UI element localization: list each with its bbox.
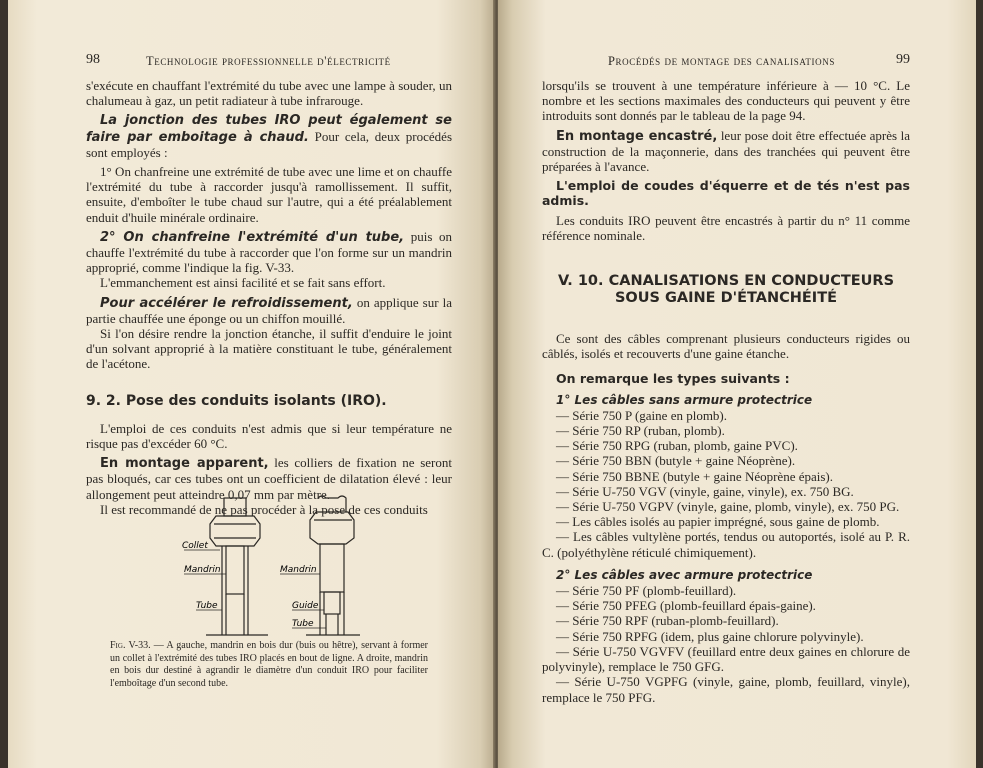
paragraph: lorsqu'ils se trouvent à une température inférieure à — 10 °C. Le nombre et les sections maximales des conducteurs qui peuvent y être introduits sont donnés par le tableau de la page 94. bbox=[542, 78, 910, 124]
types-heading: On remarque les types suivants : bbox=[556, 371, 790, 387]
figure-label-mandrin-left: Mandrin bbox=[184, 565, 221, 575]
list-item: — Série 750 RPG (ruban, plomb, gaine PVC). bbox=[556, 438, 798, 454]
paragraph: 1° On chanfreine une extrémité de tube avec une lime et on chauffe l'extrémité du tube à raccorder jusqu'à ramollissement. Il suffit, ensuite, d'emboîter le tube chaud sur l'autre, qui a été préalablement enduit d'huile minérale ordinaire. bbox=[86, 164, 452, 225]
page-number-left: 98 bbox=[86, 52, 100, 67]
list-item: — Série 750 RPFG (idem, plus gaine chlorure polyvinyle). bbox=[556, 628, 864, 644]
running-head-right: Procédés de montage des canalisations bbox=[608, 54, 835, 68]
subheading-with-armour: 2° Les câbles avec armure protectrice bbox=[556, 567, 813, 582]
figure-label-collet: Collet bbox=[182, 541, 208, 551]
list-item: — Série 750 P (gaine en plomb). bbox=[556, 407, 728, 423]
paragraph: La jonction des tubes IRO peut également se faire par emboitage à chaud. Pour cela, deux procédés sont employés : bbox=[86, 113, 453, 160]
list-item: — Série 750 RPF (ruban-plomb-feuillard). bbox=[556, 613, 779, 629]
paragraph: L'emmanchement est ainsi facilité et se fait sans effort. bbox=[100, 275, 386, 291]
figure-v-33-mandrels bbox=[176, 490, 376, 638]
paragraph: En montage apparent, les colliers de fixation ne seront pas bloqués, car ces tubes ont un coefficient de dilatation élevé : leur allongement peut atteindre 0,07 mm par mètre. bbox=[86, 455, 452, 502]
section-heading-9-2: 9. 2. Pose des conduits isolants (IRO). bbox=[86, 392, 387, 409]
list-item: — Série U-750 VGV (vinyle, gaine, vinyle), ex. 750 BG. bbox=[556, 483, 854, 499]
paragraph: Ce sont des câbles comprenant plusieurs conducteurs rigides ou câblés, isolés et recouverts d'une gaine étanche. bbox=[542, 331, 910, 362]
list-item: — Les câbles isolés au papier imprégné, sous gaine de plomb. bbox=[556, 514, 880, 530]
list-item: — Les câbles vultylène portés, tendus ou autoportés, isolé au P. R. C. (polyéthylène réticulé chimiquement). bbox=[542, 529, 910, 560]
list-item: — Série 750 PFEG (plomb-feuillard épais-gaine). bbox=[556, 598, 816, 614]
list-cables-without-armour bbox=[542, 408, 910, 560]
figure-label-mandrin-right: Mandrin bbox=[280, 565, 317, 575]
section-title-v-10: V. 10. CANALISATIONS EN CONDUCTEURS SOUS GAINE D'ÉTANCHÉITÉ bbox=[557, 273, 895, 307]
figure-label-tube-right: Tube bbox=[292, 619, 314, 629]
list-cables-with-armour bbox=[542, 583, 910, 705]
paragraph: Les conduits IRO peuvent être encastrés à partir du n° 11 comme référence nominale. bbox=[542, 212, 910, 243]
figure-caption: Fig. V-33. — A gauche, mandrin en bois dur (buis ou hêtre), servant à former un collet à l'extrémité des tubes IRO placés en bout de ligne. A droite, mandrin en bois dur destiné à agrandir le diamètre d'un conduit IRO pour faciliter l'emboîtage d'un second tube. bbox=[110, 640, 428, 689]
right-text-block bbox=[542, 78, 910, 705]
figure-label-guide: Guide bbox=[292, 601, 319, 611]
paragraph: 2° On chanfreine l'extrémité d'un tube, puis on chauffe l'extrémité du tube à raccorder que l'on forme sur un mandrin approprié, comme l'indique la fig. V-33. bbox=[86, 228, 452, 276]
left-text-block bbox=[86, 78, 452, 517]
page-number-right: 99 bbox=[896, 52, 910, 67]
list-item: — Série 750 PF (plomb-feuillard). bbox=[556, 583, 737, 599]
paragraph: s'exécute en chauffant l'extrémité du tube avec une lampe à souder, un chalumeau à gaz, un petit radiateur à tube infrarouge. bbox=[86, 78, 452, 109]
list-item: — Série 750 BBNE (butyle + gaine Néoprène épais). bbox=[556, 468, 834, 484]
paragraph: En montage encastré, leur pose doit être effectuée après la construction de la maçonnerie, dans des tranchées qui peuvent être préparées à l'avance. bbox=[542, 127, 910, 175]
running-head-left: Technologie professionnelle d'électricité bbox=[146, 54, 391, 68]
figure-label-tube-left: Tube bbox=[196, 601, 218, 611]
list-item: — Série 750 BBN (butyle + gaine Néoprène). bbox=[556, 453, 796, 469]
paragraph: L'emploi de ces conduits n'est admis que si leur température ne risque pas d'excéder 60 °C. bbox=[86, 420, 452, 452]
paragraph: Pour accélérer le refroidissement, on applique sur la partie chauffée une éponge ou un chiffon mouillé. bbox=[86, 294, 452, 326]
left-page bbox=[8, 0, 495, 768]
list-item: — Série U-750 VGVFV (feuillard entre deux gaines en chlorure de polyvinyle), remplace le 750 GFG. bbox=[542, 643, 910, 675]
paragraph: Si l'on désire rendre la jonction étanche, il suffit d'enduire le joint d'un solvant approprié à la matière constituant le tube, généralement de l'acétone. bbox=[86, 326, 452, 372]
paragraph: Il est recommandé de ne pas procéder à la pose de ces conduits bbox=[100, 501, 428, 517]
list-item: — Série U-750 VGPV (vinyle, gaine, plomb, vinyle), ex. 750 PG. bbox=[556, 499, 900, 515]
right-page bbox=[498, 0, 976, 768]
list-item: — Série 750 RP (ruban, plomb). bbox=[556, 423, 725, 439]
subheading-without-armour: 1° Les câbles sans armure protectrice bbox=[556, 392, 813, 407]
list-item: — Série U-750 VGPFG (vinyle, gaine, plomb, feuillard, vinyle), remplace le 750 PFG. bbox=[542, 674, 910, 705]
paragraph: L'emploi de coudes d'équerre et de tés n'est pas admis. bbox=[542, 178, 910, 209]
